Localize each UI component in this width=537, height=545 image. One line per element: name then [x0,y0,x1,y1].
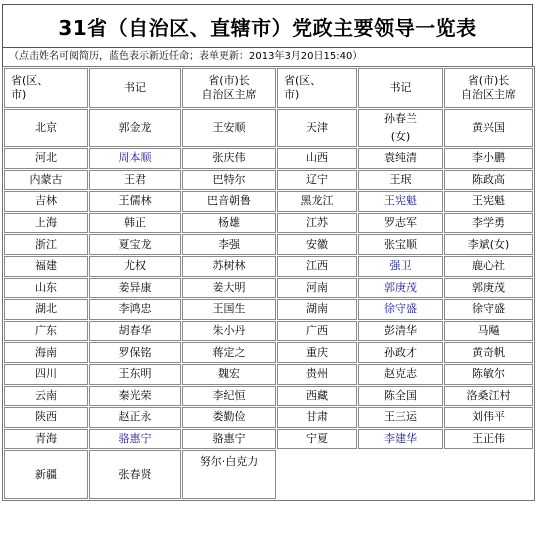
province-name: 安徽 [277,234,357,255]
secretary-name-link[interactable]: 徐守盛 [358,299,443,320]
header-secretary-2: 书记 [358,68,443,108]
governor-name-link[interactable]: 马飚 [444,321,533,342]
governor-name-link[interactable]: 李小鹏 [444,148,533,169]
header-province-2-line-2: 市) [284,88,300,101]
province-name: 山东 [4,278,88,299]
governor-name-link[interactable]: 苏树林 [182,256,276,277]
governor-name-link[interactable]: 李学勇 [444,213,533,234]
province-name: 新疆 [4,450,88,499]
secretary-name-link[interactable]: 尤权 [89,256,181,277]
province-name: 湖北 [4,299,88,320]
province-name: 海南 [4,342,88,363]
table-row [4,429,533,450]
secretary-name-link[interactable]: 郭金龙 [89,109,181,147]
province-name: 天津 [277,109,357,147]
province-name: 甘肃 [277,407,357,428]
table-row [4,299,533,320]
province-name: 陕西 [4,407,88,428]
governor-name-link[interactable]: 鹿心社 [444,256,533,277]
header-province-2-line-1: 省(区、 [284,74,322,87]
province-name: 辽宁 [277,170,357,191]
governor-name-link[interactable]: 王国生 [182,299,276,320]
governor-name-link[interactable]: 徐守盛 [444,299,533,320]
province-name: 北京 [4,109,88,147]
province-name: 山西 [277,148,357,169]
governor-name-link[interactable]: 王安顺 [182,109,276,147]
province-name: 宁夏 [277,429,357,450]
secretary-name-link[interactable]: 李建华 [358,429,443,450]
secretary-name-link[interactable]: 夏宝龙 [89,234,181,255]
secretary-name-link[interactable]: 强卫 [358,256,443,277]
province-name: 西藏 [277,386,357,407]
governor-name-link[interactable]: 黄奇帆 [444,342,533,363]
governor-name-link[interactable]: 魏宏 [182,364,276,385]
header-governor-2 [444,68,533,108]
province-name: 福建 [4,256,88,277]
governor-name-link[interactable]: 李强 [182,234,276,255]
update-note: （点击姓名可阅简历，蓝色表示新近任命；表单更新：2013年3月20日15:40） [2,48,533,66]
header-province [4,68,88,108]
table-row [4,109,533,147]
header-province-line-2: 市) [11,88,27,101]
table-row [4,234,533,255]
province-name: 河北 [4,148,88,169]
secretary-name-link[interactable]: 周本顺 [89,148,181,169]
header-governor [182,68,276,108]
province-name: 云南 [4,386,88,407]
secretary-name-link[interactable]: 骆惠宁 [89,429,181,450]
header-province-2 [277,68,357,108]
province-name: 吉林 [4,191,88,212]
secretary-name-link[interactable]: 王宪魁 [358,191,443,212]
province-name: 湖南 [277,299,357,320]
table-header-row [4,68,533,108]
province-name: 四川 [4,364,88,385]
table-row [4,407,533,428]
province-name: 河南 [277,278,357,299]
secretary-name-link[interactable]: 王君 [89,170,181,191]
province-name: 重庆 [277,342,357,363]
secretary-name-link[interactable]: 袁纯清 [358,148,443,169]
table-row [4,148,533,169]
province-name: 江苏 [277,213,357,234]
header-province-line-1: 省(区、 [11,74,49,87]
table-row [4,386,533,407]
secretary-name-link[interactable]: 彭清华 [358,321,443,342]
secretary-name-link[interactable]: 孙政才 [358,342,443,363]
header-secretary: 书记 [89,68,181,108]
secretary-name-link[interactable]: 王东明 [89,364,181,385]
secretary-name-link[interactable]: 韩正 [89,213,181,234]
province-name: 青海 [4,429,88,450]
governor-name-link[interactable]: 陈政高 [444,170,533,191]
header-governor-line-1: 省(市)长 [208,74,250,87]
governor-name-link[interactable]: 巴特尔 [182,170,276,191]
secretary-name-text[interactable]: 孙春兰(女) [384,112,417,143]
governor-name-link[interactable]: 姜大明 [182,278,276,299]
governor-name-link[interactable]: 王宪魁 [444,191,533,212]
governor-name-link[interactable]: 王正伟 [444,429,533,450]
secretary-name-link[interactable]: 郭庚茂 [358,278,443,299]
header-governor-2-line-1: 省(市)长 [467,74,510,87]
header-governor-line-2: 自治区主席 [201,88,257,101]
governor-name-link[interactable]: 陈敏尔 [444,364,533,385]
table-row [4,278,533,299]
governor-name-link[interactable]: 郭庚茂 [444,278,533,299]
governor-name-link[interactable]: 李斌(女) [444,234,533,255]
province-name: 黑龙江 [277,191,357,212]
governor-name-link[interactable]: 洛桑江村 [444,386,533,407]
title-box [2,4,533,48]
secretary-name-link[interactable]: 赵克志 [358,364,443,385]
governor-name-link[interactable]: 张庆伟 [182,148,276,169]
secretary-name-link[interactable]: 赵正永 [89,407,181,428]
empty-cell [444,450,533,499]
secretary-name-link[interactable]: 王珉 [358,170,443,191]
table-row [4,256,533,277]
header-governor-2-line-2: 自治区主席 [461,88,516,101]
table-row [4,170,533,191]
governor-name-link[interactable]: 蒋定之 [182,342,276,363]
governor-name-link[interactable]: 朱小丹 [182,321,276,342]
table-row [4,321,533,342]
governor-name-link[interactable]: 娄勤俭 [182,407,276,428]
secretary-name-link[interactable]: 王儒林 [89,191,181,212]
governor-name-link[interactable]: 骆惠宁 [182,429,276,450]
table-row [4,450,533,499]
province-name: 广东 [4,321,88,342]
leaders-table [2,66,535,501]
secretary-name-link[interactable]: 陈全国 [358,386,443,407]
province-name: 贵州 [277,364,357,385]
governor-name-link[interactable]: 黄兴国 [444,109,533,147]
secretary-name-link[interactable]: 胡春华 [89,321,181,342]
table-row [4,342,533,363]
secretary-name-link[interactable]: 罗保铭 [89,342,181,363]
province-name: 浙江 [4,234,88,255]
table-row [4,364,533,385]
province-name: 广西 [277,321,357,342]
table-row [4,191,533,212]
secretary-name-link[interactable] [358,109,443,147]
empty-cell [277,450,357,499]
secretary-name-link[interactable]: 张春贤 [89,450,181,499]
secretary-name-link[interactable]: 王三运 [358,407,443,428]
governor-name-link[interactable]: 刘伟平 [444,407,533,428]
secretary-name-link[interactable]: 张宝顺 [358,234,443,255]
governor-name-link[interactable]: 杨雄 [182,213,276,234]
province-name: 江西 [277,256,357,277]
secretary-name-link[interactable]: 秦光荣 [89,386,181,407]
province-name: 内蒙古 [4,170,88,191]
secretary-name-link[interactable]: 李鸿忠 [89,299,181,320]
page-title: 31省（自治区、直辖市）党政主要领导一览表 [58,15,477,40]
governor-name-link[interactable]: 李纪恒 [182,386,276,407]
secretary-name-link[interactable]: 姜异康 [89,278,181,299]
province-name: 上海 [4,213,88,234]
empty-cell [358,450,443,499]
governor-name-link[interactable]: 努尔·白克力 [182,450,276,499]
table-row [4,213,533,234]
governor-name-link[interactable]: 巴音朝鲁 [182,191,276,212]
secretary-name-link[interactable]: 罗志军 [358,213,443,234]
